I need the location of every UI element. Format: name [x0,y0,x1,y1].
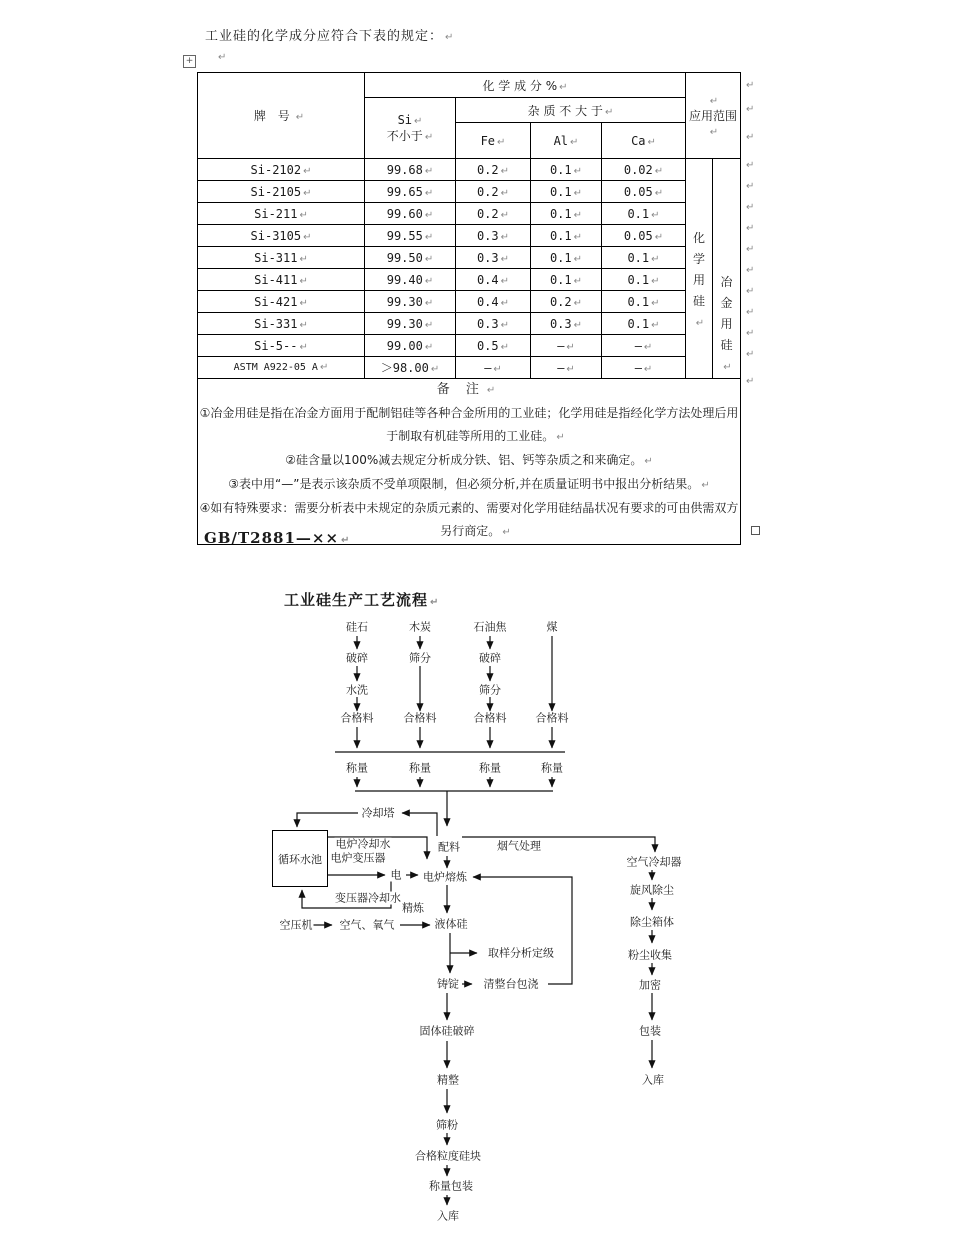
cell-ca: 0.05 ↵ [602,225,686,247]
paragraph-mark: ↵ [445,32,455,43]
label-flue-gas-treatment: 烟气处理 [497,839,541,853]
row-end-mark: ↵ [746,223,755,234]
table-row [198,247,741,269]
node-washing: 水洗 [346,683,368,697]
table-row [198,291,741,313]
label-refining: 精炼 [402,901,424,915]
cell-fe: 0.3 ↵ [456,247,531,269]
row-end-mark: ↵ [746,160,755,171]
node-coal: 煤 [546,620,558,634]
notes-cell [198,379,741,545]
row-end-mark: ↵ [746,104,755,115]
cell-ca: 0.1 ↵ [602,269,686,291]
node-packing: 包装 [639,1024,661,1038]
application-chemical: 化学用硅↵ [686,159,713,379]
table-row [198,203,741,225]
paragraph-mark: ↵ [430,597,440,608]
table-row [198,313,741,335]
cell-ca: 0.1 ↵ [602,291,686,313]
node-charcoal: 木炭 [409,620,431,634]
header-si: Si ↵ 不小于 ↵ [365,98,456,159]
node-crushing-2: 破碎 [479,651,501,665]
cell-al: 0.1 ↵ [531,269,602,291]
node-compacting: 加密 [639,978,661,992]
cell-si: 99.68 ↵ [365,159,456,181]
cell-al: 0.1 ↵ [531,225,602,247]
cell-grade: Si-2105 ↵ [198,181,365,203]
node-circulating-pool: 循环水池 [272,830,328,887]
node-weighing-2: 称量 [409,761,431,775]
node-cooling-tower: 冷却塔 [361,806,395,820]
cell-si: ＞98.00 ↵ [365,357,456,379]
row-end-mark: ↵ [746,202,755,213]
table-row [198,181,741,203]
label-furnace-transformer: 电炉变压器 [330,851,386,865]
cell-fe: 0.4 ↵ [456,291,531,313]
node-air-cooler: 空气冷却器 [626,855,682,869]
header-grade: 牌 号 ↵ [198,73,365,159]
cell-ca: 0.05 ↵ [602,181,686,203]
node-warehouse-right: 入库 [642,1073,664,1087]
node-crushing-1: 破碎 [346,651,368,665]
node-ladle-cleaning: 清整台包浇 [483,977,539,991]
header-composition: 化 学 成 分 % ↵ [365,73,686,98]
node-compressor: 空压机 [279,918,313,932]
cell-grade: Si-211 ↵ [198,203,365,225]
node-sampling: 取样分析定级 [488,946,554,960]
cell-si: 99.00 ↵ [365,335,456,357]
table-resize-handle[interactable] [751,526,760,535]
node-air-oxygen: 空气、氧气 [339,918,395,932]
node-screening-2: 筛分 [479,683,501,697]
cell-al: 0.1 ↵ [531,247,602,269]
intro-text: 工业硅的化学成分应符合下表的规定： [205,29,444,44]
cell-ca: 0.1 ↵ [602,313,686,335]
node-sieving: 筛粉 [436,1118,458,1132]
cell-fe: 0.2 ↵ [456,203,531,225]
note-item: ③表中用“—”是表示该杂质不受单项限制，但必须分析,并在质量证明书中报出分析结果。 ↵ [228,477,710,491]
cell-al: 0.2 ↵ [531,291,602,313]
node-casting: 铸锭 [437,977,459,991]
cell-ca: — ↵ [602,335,686,357]
cell-fe: 0.5 ↵ [456,335,531,357]
table-header-row [198,73,741,98]
node-weighing-1: 称量 [346,761,368,775]
intro-line [205,25,454,44]
node-dust-box: 除尘箱体 [630,915,674,929]
row-end-mark: ↵ [746,265,755,276]
table-row [198,225,741,247]
cell-ca: — ↵ [602,357,686,379]
node-warehouse-bottom: 入库 [437,1209,459,1223]
node-silica: 硅石 [346,620,368,634]
flowchart-title: 工业硅生产工艺流程 ↵ [284,591,440,609]
header-al: Al ↵ [531,123,602,159]
node-weighing-3: 称量 [479,761,501,775]
row-end-mark: ↵ [746,328,755,339]
application-metallurgical: 冶金用硅↵ [713,159,741,379]
cell-si: 99.30 ↵ [365,291,456,313]
node-screening-1: 筛分 [409,651,431,665]
header-impurities: 杂 质 不 大 于 ↵ [456,98,686,123]
cell-al: 0.1 ↵ [531,159,602,181]
notes-label: 备 注 ↵ [436,382,502,397]
node-qualified-3: 合格料 [473,711,507,725]
label-transformer-cooling-water: 变压器冷却水 [335,891,401,905]
paragraph-mark: ↵ [218,52,227,63]
cell-grade: Si-411 ↵ [198,269,365,291]
composition-table [197,72,741,545]
note-item: ①冶金用硅是指在冶金方面用于配制铝硅等各种合金所用的工业硅；化学用硅是指经化学方法处理后用于制取有机硅等所用的工业硅。 ↵ [199,406,739,443]
cell-si: 99.40 ↵ [365,269,456,291]
node-dust-collect: 粉尘收集 [628,948,672,962]
node-pet-coke: 石油焦 [473,620,507,634]
cell-grade: Si-331 ↵ [198,313,365,335]
note-item: ④如有特殊要求：需要分析表中未规定的杂质元素的、需要对化学用硅结晶状况有要求的可由供需双方另行商定。 ↵ [199,501,739,538]
table-row [198,357,741,379]
label-furnace-cooling-water: 电炉冷却水 [335,837,391,851]
cell-fe: 0.3 ↵ [456,313,531,335]
cell-fe: 0.4 ↵ [456,269,531,291]
standard-code: GB/T2881—×× ↵ [204,529,351,547]
row-end-mark: ↵ [746,80,755,91]
cell-si: 99.30 ↵ [365,313,456,335]
table-row [198,335,741,357]
cell-grade: Si-5-- ↵ [198,335,365,357]
node-qualified-1: 合格料 [340,711,374,725]
row-end-mark: ↵ [746,244,755,255]
cell-ca: 0.1 ↵ [602,247,686,269]
node-smelting: 电炉熔炼 [423,870,467,884]
table-row [198,159,741,181]
node-weigh-pack: 称量包装 [429,1179,473,1193]
row-end-mark: ↵ [746,181,755,192]
cell-grade: ASTM A922-05 A ↵ [198,357,365,379]
cell-si: 99.50 ↵ [365,247,456,269]
cell-grade: Si-3105 ↵ [198,225,365,247]
node-liquid-silicon: 液体硅 [434,917,468,931]
node-electricity: 电 [390,868,402,882]
cell-al: — ↵ [531,335,602,357]
cell-fe: 0.3 ↵ [456,225,531,247]
header-application: ↵ 应用范围↵ [686,73,741,159]
node-qualified-2: 合格料 [403,711,437,725]
node-qualified-lump: 合格粒度硅块 [415,1149,481,1163]
row-end-mark: ↵ [746,307,755,318]
node-finishing: 精整 [437,1073,459,1087]
cell-al: 0.1 ↵ [531,203,602,225]
node-cyclone-dedust: 旋风除尘 [630,883,674,897]
cell-grade: Si-311 ↵ [198,247,365,269]
cell-si: 99.65 ↵ [365,181,456,203]
note-item: ②硅含量以100%减去规定分析成分铁、铝、钙等杂质之和来确定。 ↵ [285,453,653,467]
cell-grade: Si-2102 ↵ [198,159,365,181]
row-end-mark: ↵ [746,132,755,143]
cell-ca: 0.1 ↵ [602,203,686,225]
cell-si: 99.60 ↵ [365,203,456,225]
cell-fe: — ↵ [456,357,531,379]
node-batching: 配料 [438,840,460,854]
cell-al: 0.1 ↵ [531,181,602,203]
cell-al: — ↵ [531,357,602,379]
cell-al: 0.3 ↵ [531,313,602,335]
header-ca: Ca ↵ [602,123,686,159]
cell-fe: 0.2 ↵ [456,181,531,203]
table-move-handle-icon[interactable]: + [183,55,196,68]
row-end-mark: ↵ [746,376,755,387]
row-end-mark: ↵ [746,286,755,297]
header-fe: Fe ↵ [456,123,531,159]
cell-grade: Si-421 ↵ [198,291,365,313]
cell-ca: 0.02 ↵ [602,159,686,181]
node-solid-crushing: 固体硅破碎 [419,1024,475,1038]
table-notes-row [198,379,741,545]
node-qualified-4: 合格料 [535,711,569,725]
row-end-mark: ↵ [746,349,755,360]
cell-si: 99.55 ↵ [365,225,456,247]
cell-fe: 0.2 ↵ [456,159,531,181]
node-weighing-4: 称量 [541,761,563,775]
table-row [198,269,741,291]
paragraph-mark: ↵ [341,535,351,546]
